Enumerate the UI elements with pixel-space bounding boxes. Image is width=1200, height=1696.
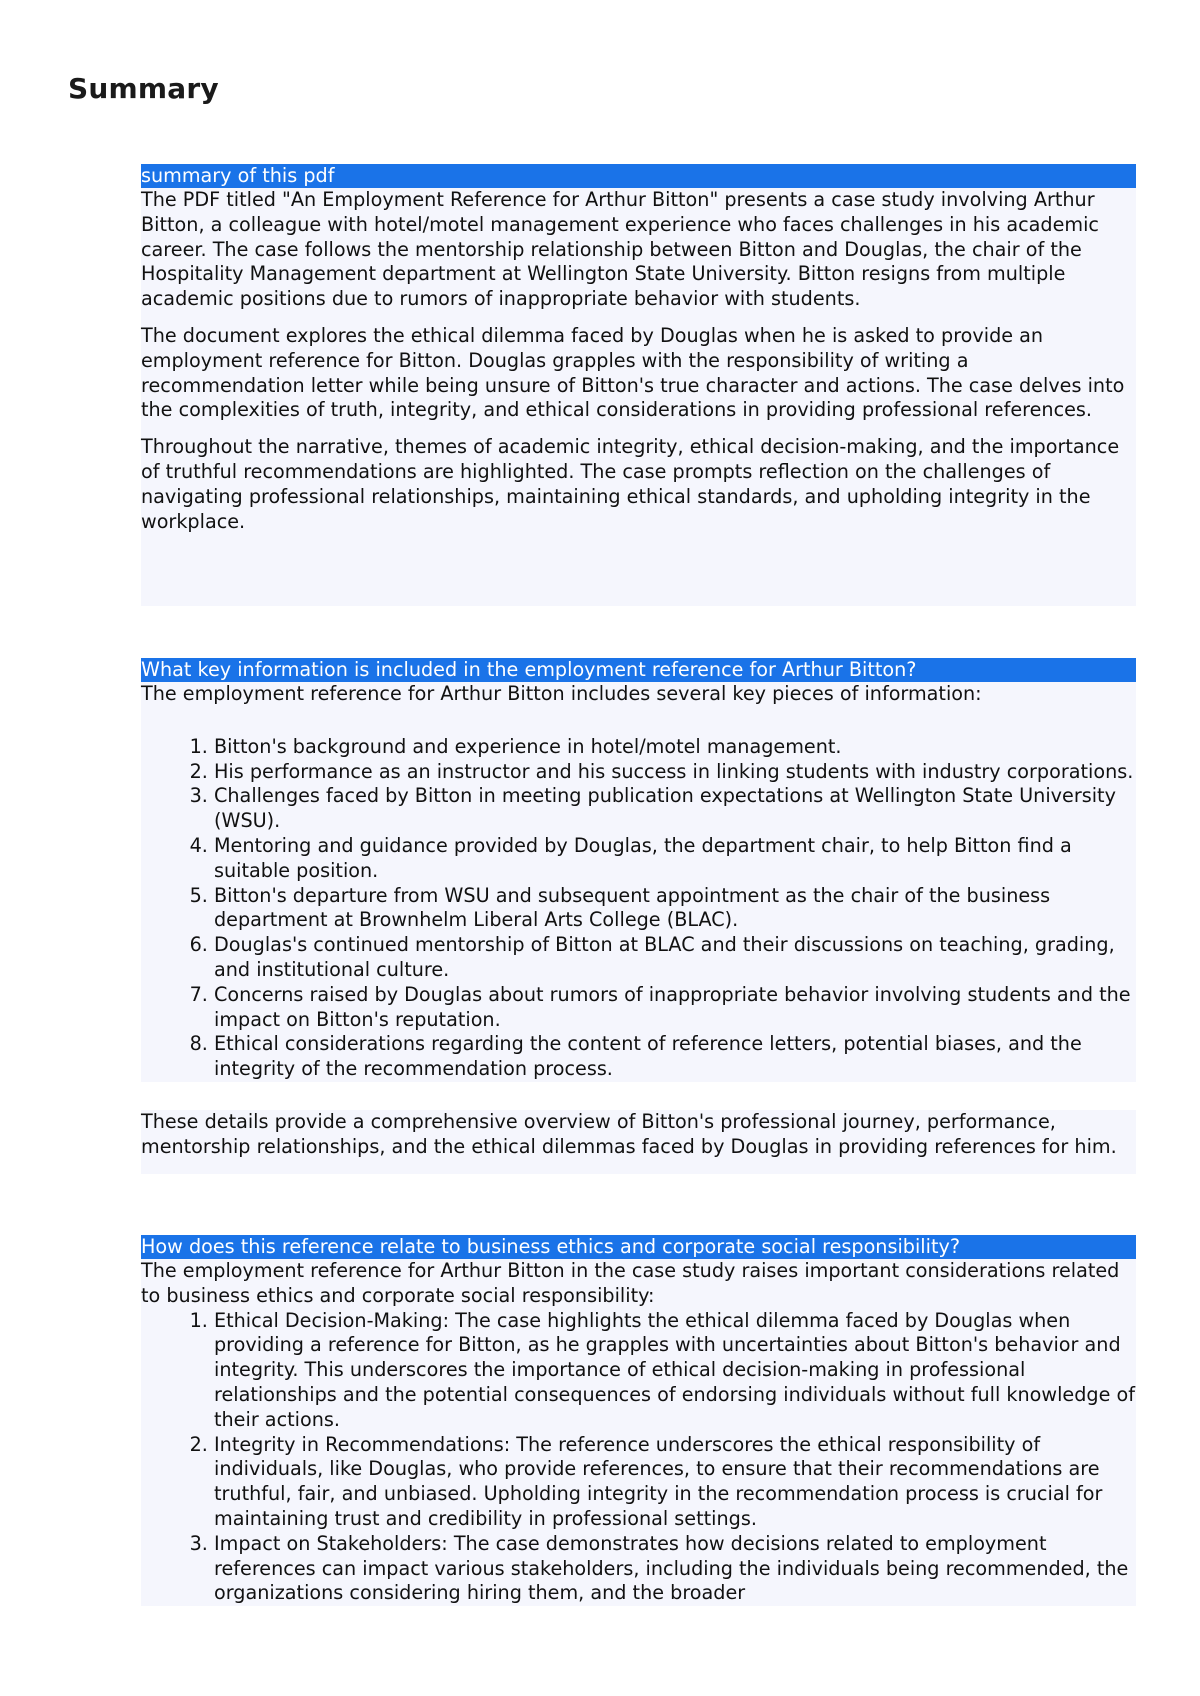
qa-block-summary bbox=[141, 164, 1136, 606]
answer-list bbox=[141, 735, 1136, 1082]
answer-intro: The employment reference for Arthur Bitton in the case study raises important considerations related to business ethics and corporate social responsibility: bbox=[141, 1259, 1120, 1307]
page-title: Summary bbox=[68, 72, 219, 105]
question-header[interactable]: What key information is included in the employment reference for Arthur Bitton? bbox=[141, 658, 1136, 682]
qa-block-business-ethics bbox=[141, 1235, 1136, 1606]
list-item: 7. Concerns raised by Douglas about rumors of inappropriate behavior involving students and the impact on Bitton's reputation. bbox=[214, 983, 1136, 1033]
block-padding bbox=[141, 1160, 1136, 1174]
list-item: 2. Integrity in Recommendations: The reference underscores the ethical responsibility of individuals, like Douglas, who provide references, to ensure that their recommendations are truthful, fair, and unbiased. Upholding integrity in the recommendation process is crucial for maintaining trust and credibility in professional settings. bbox=[214, 1433, 1136, 1532]
answer-list bbox=[141, 1309, 1136, 1607]
list-item: 4. Mentoring and guidance provided by Douglas, the department chair, to help Bitton find a suitable position. bbox=[214, 834, 1136, 884]
block-padding bbox=[141, 534, 1136, 606]
list-item: 6. Douglas's continued mentorship of Bitton at BLAC and their discussions on teaching, grading, and institutional culture. bbox=[214, 933, 1136, 983]
list-item: 5. Bitton's departure from WSU and subsequent appointment as the chair of the business department at Brownhelm Liberal Arts College (BLAC). bbox=[214, 884, 1136, 934]
list-item: 1. Ethical Decision-Making: The case highlights the ethical dilemma faced by Douglas when providing a reference for Bitton, as he grapples with uncertainties about Bitton's behavior and integrity. This underscores the importance of ethical decision-making in professional relationships and the potential consequences of endorsing individuals without full knowledge of their actions. bbox=[214, 1309, 1136, 1433]
list-item: 8. Ethical considerations regarding the content of reference letters, potential biases, and the integrity of the recommendation process. bbox=[214, 1032, 1136, 1082]
answer-intro: The employment reference for Arthur Bitton includes several key pieces of information: bbox=[141, 682, 982, 705]
answer-paragraph: The document explores the ethical dilemma faced by Douglas when he is asked to provide an employment reference for Bitton. Douglas grapples with the responsibility of writing a recommendation letter while being unsure of Bitton's true character and actions. The case delves into the complexities of truth, integrity, and ethical considerations in providing professional references. bbox=[141, 323, 1125, 422]
answer-paragraph: Throughout the narrative, themes of academic integrity, ethical decision-making, and the importance of truthful recommendations are highlighted. The case prompts reflection on the challenges of navigating professional relationships, maintaining ethical standards, and upholding integrity in the workplace. bbox=[141, 435, 1120, 533]
answer-outro: These details provide a comprehensive overview of Bitton's professional journey, performance, mentorship relationships, and the ethical dilemmas faced by Douglas in providing references for him. bbox=[141, 1109, 1117, 1158]
answer-paragraph: The PDF titled "An Employment Reference for Arthur Bitton" presents a case study involving Arthur Bitton, a colleague with hotel/motel management experience who faces challenges in his academic career. The case follows the mentorship relationship between Bitton and Douglas, the chair of the Hospitality Management department at Wellington State University. Bitton resigns from multiple academic positions due to rumors of inappropriate behavior with students. bbox=[141, 188, 1099, 311]
question-header[interactable]: summary of this pdf bbox=[141, 164, 1136, 188]
list-item: 2. His performance as an instructor and his success in linking students with industry corporations. bbox=[214, 760, 1136, 785]
list-item: 3. Challenges faced by Bitton in meeting publication expectations at Wellington State University (WSU). bbox=[214, 784, 1136, 834]
list-item: 3. Impact on Stakeholders: The case demonstrates how decisions related to employment references can impact various stakeholders, including the individuals being recommended, the organizations considering hiring them, and the broader bbox=[214, 1532, 1136, 1606]
list-item: 1. Bitton's background and experience in hotel/motel management. bbox=[214, 735, 1136, 760]
qa-block-key-information bbox=[141, 658, 1136, 1174]
list-gap bbox=[0, 1082, 1136, 1110]
question-header[interactable]: How does this reference relate to business ethics and corporate social responsibility? bbox=[141, 1235, 1136, 1259]
